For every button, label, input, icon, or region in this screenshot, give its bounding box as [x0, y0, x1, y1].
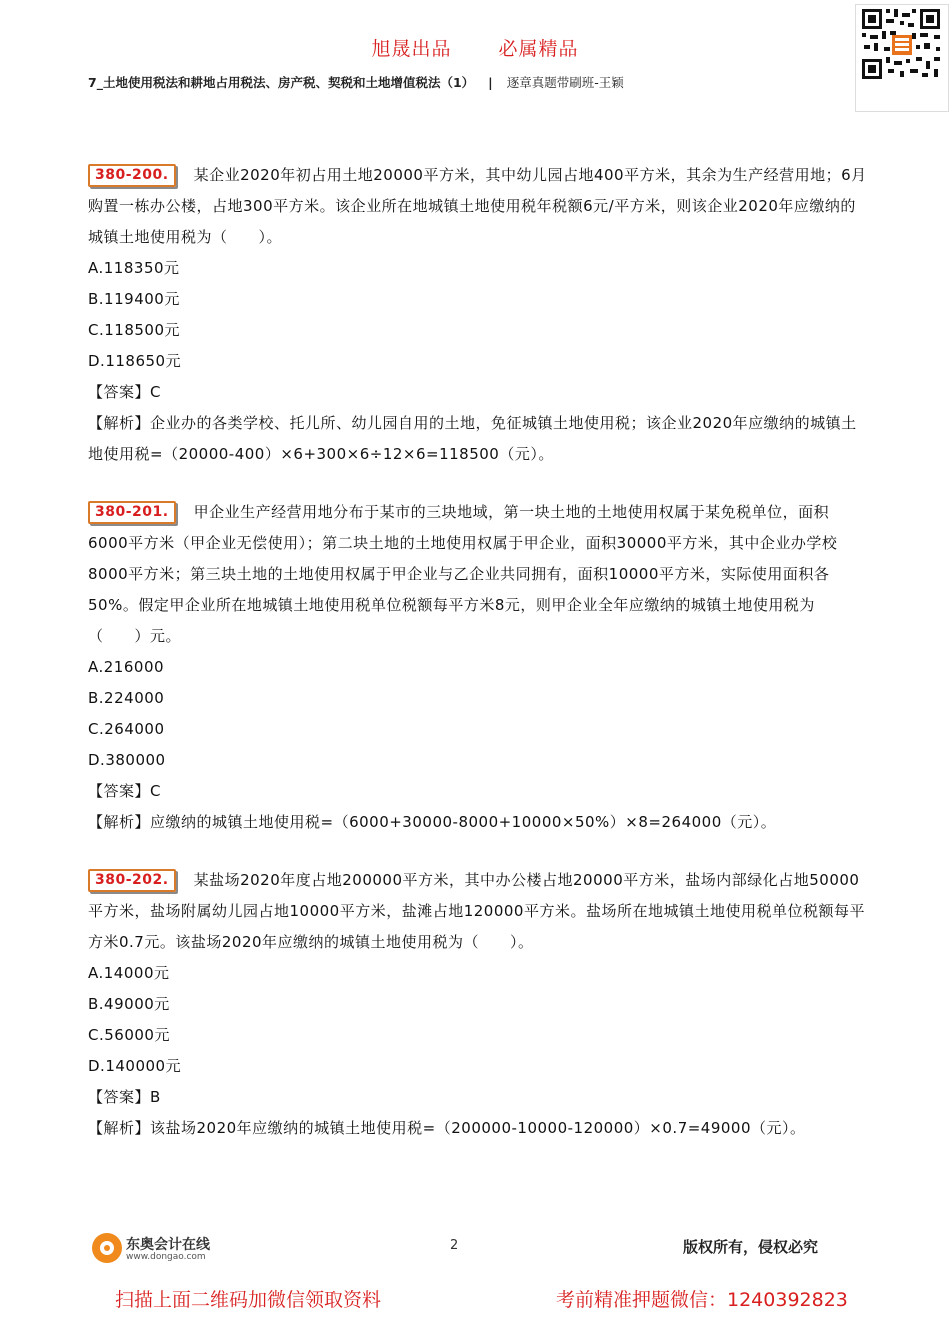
option-c: C.264000 [88, 720, 165, 738]
answer: 【答案】B [88, 1088, 161, 1106]
answer: 【答案】C [88, 383, 161, 401]
option-b: B.119400元 [88, 290, 180, 308]
question-stem-text: 某企业2020年初占用土地20000平方米，其中幼儿园占地400平方米，其余为生产经营用地；6月购置一栋办公楼，占地300平方米。该企业所在地城镇土地使用税年税额6元/平方米，则该企业2020年应缴纳的城镇土地使用税为（ ）。 [88, 166, 867, 246]
option-c: C.118500元 [88, 321, 181, 339]
option-b: B.224000 [88, 689, 165, 707]
option-a: A.118350元 [88, 259, 180, 277]
answer: 【答案】C [88, 782, 161, 800]
option-a: A.216000 [88, 658, 165, 676]
logo-url: www.dongao.com [126, 1252, 206, 1262]
explanation: 【解析】企业办的各类学校、托儿所、幼儿园自用的土地，免征城镇土地使用税；该企业2020年应缴纳的城镇土地使用税=（20000-400）×6+300×6÷12×6=118500（元）。 [88, 414, 857, 463]
copyright-notice: 版权所有，侵权必究 [683, 1238, 819, 1256]
question-number-badge: 380-202. [88, 869, 176, 892]
question-number-badge: 380-200. [88, 164, 176, 187]
logo-circle-icon [92, 1233, 122, 1263]
option-c: C.56000元 [88, 1026, 170, 1044]
promo-qr-text: 扫描上面二维码加微信领取资料 [115, 1289, 382, 1311]
question-stem-text: 某盐场2020年度占地200000平方米，其中办公楼占地20000平方米，盐场内部绿化占地50000平方米，盐场附属幼儿园占地10000平方米，盐滩占地120000平方米。盐场所在地城镇土地使用税单位税额每平方米0.7元。该盐场2020年应缴纳的城镇土地使用税为（ ）。 [88, 871, 865, 951]
brand-left: 旭晟出品 [371, 38, 452, 60]
dongao-logo [92, 1233, 232, 1267]
logo-name: 东奥会计在线 [126, 1237, 210, 1253]
page-number: 2 [450, 1238, 459, 1253]
chapter-header [88, 73, 624, 91]
question-number-badge: 380-201. [88, 501, 176, 524]
qr-code-icon [855, 4, 949, 112]
explanation: 【解析】应缴纳的城镇土地使用税=（6000+30000-8000+10000×50%）×8=264000（元）。 [88, 813, 777, 831]
explanation: 【解析】该盐场2020年应缴纳的城镇土地使用税=（200000-10000-120000）×0.7=49000（元）。 [88, 1119, 806, 1137]
header-separator: | [488, 75, 493, 90]
option-b: B.49000元 [88, 995, 170, 1013]
brand-slogan [0, 34, 950, 61]
question-380-200 [88, 160, 868, 470]
option-d: D.380000 [88, 751, 166, 769]
question-stem [88, 497, 868, 652]
brand-right: 必属精品 [498, 38, 579, 60]
question-380-201 [88, 497, 868, 838]
question-380-202 [88, 865, 868, 1144]
option-d: D.118650元 [88, 352, 182, 370]
option-d: D.140000元 [88, 1057, 182, 1075]
option-a: A.14000元 [88, 964, 170, 982]
promo-wechat-text: 考前精准押题微信：1240392823 [556, 1289, 848, 1311]
course-name: 逐章真题带刷班-王颖 [506, 75, 624, 90]
question-stem-text: 甲企业生产经营用地分布于某市的三块地域，第一块土地的土地使用权属于某免税单位，面积6000平方米（甲企业无偿使用）；第二块土地的土地使用权属于甲企业，面积30000平方米，其中企业办学校8000平方米；第三块土地的土地使用权属于甲企业与乙企业共同拥有，面积10000平方米，实际使用面积各50%。假定甲企业所在地城镇土地使用税单位税额每平方米8元，则甲企业全年应缴纳的城镇土地使用税为（ ）元。 [88, 503, 838, 645]
chapter-title: 7_土地使用税法和耕地占用税法、房产税、契税和土地增值税法（1） [88, 75, 475, 90]
question-stem [88, 160, 868, 253]
question-stem [88, 865, 868, 958]
